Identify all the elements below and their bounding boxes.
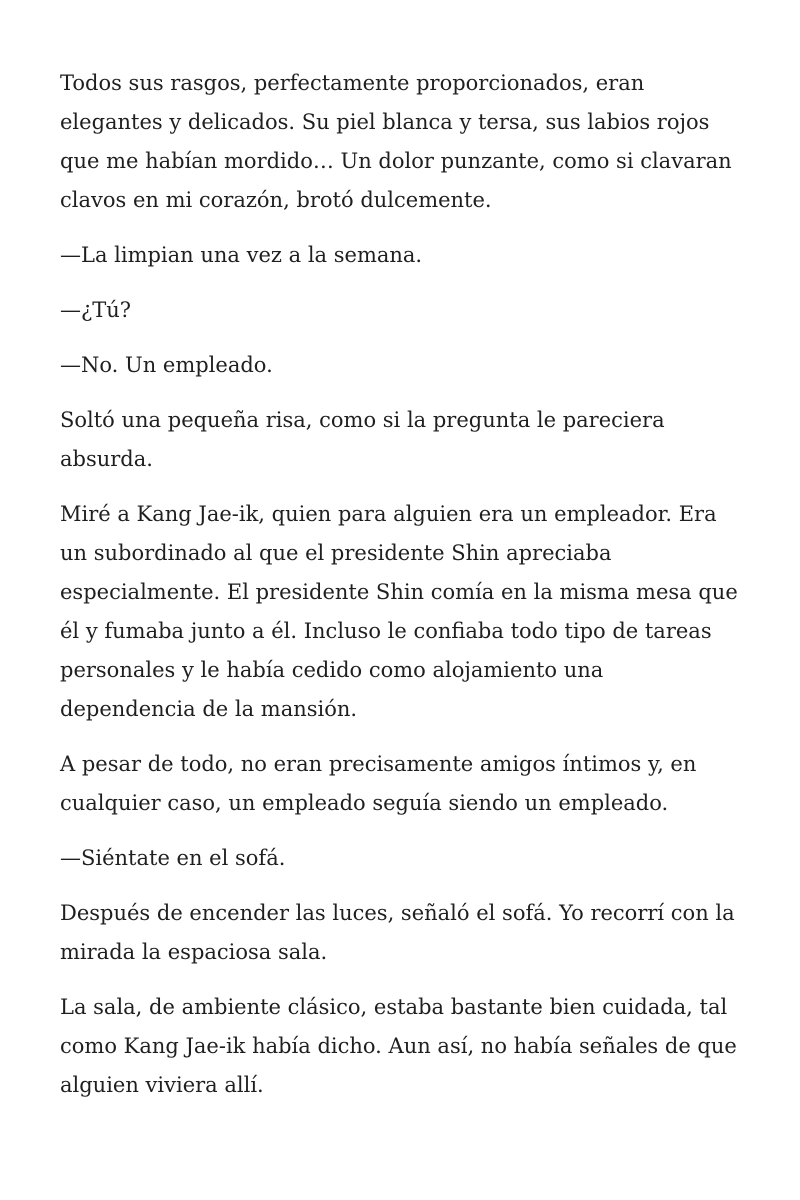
paragraph-8: —Siéntate en el sofá. bbox=[60, 846, 286, 870]
paragraph-9: Después de encender las luces, señaló el sofá. Yo recorrí con la mirada la espaciosa sala. bbox=[60, 901, 735, 964]
paragraph-3: —¿Tú? bbox=[60, 298, 132, 322]
paragraph-5: Soltó una pequeña risa, como si la pregunta le pareciera absurda. bbox=[60, 408, 665, 471]
paragraph-1: Todos sus rasgos, perfectamente proporcionados, eran elegantes y delicados. Su piel blanca y tersa, sus labios rojos que me habían mordido… Un dolor punzante, como si clavaran clavos en mi corazón, brotó dulcemente. bbox=[60, 71, 732, 212]
paragraph-2: —La limpian una vez a la semana. bbox=[60, 243, 423, 267]
paragraph-6: Miré a Kang Jae-ik, quien para alguien era un empleador. Era un subordinado al que el presidente Shin apreciaba especialmente. El presidente Shin comía en la misma mesa que él y fumaba junto a él. Incluso le confiaba todo tipo de tareas personales y le había cedido como alojamiento una dependencia de la mansión. bbox=[60, 502, 738, 721]
paragraph-10: La sala, de ambiente clásico, estaba bastante bien cuidada, tal como Kang Jae-ik había dicho. Aun así, no había señales de que alguien viviera allí. bbox=[60, 995, 737, 1097]
paragraph-4: —No. Un empleado. bbox=[60, 353, 273, 377]
book-page-text bbox=[60, 64, 740, 1121]
paragraph-7: A pesar de todo, no eran precisamente amigos íntimos y, en cualquier caso, un empleado seguía siendo un empleado. bbox=[60, 752, 697, 815]
